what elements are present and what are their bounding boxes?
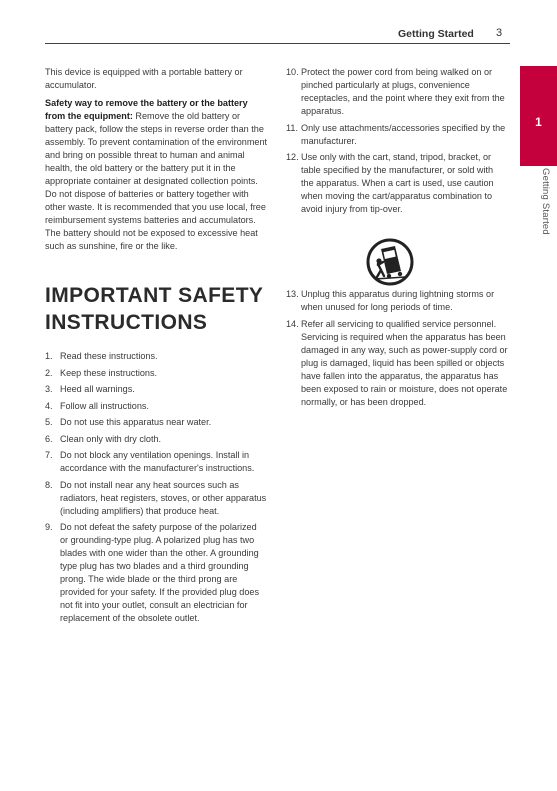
list-item-number: 10.	[286, 67, 299, 77]
chapter-tab-number: 1	[535, 115, 542, 129]
list-item-number: 9.	[45, 522, 53, 532]
battery-intro: This device is equipped with a portable battery or accumulator.	[45, 67, 243, 90]
list-item-text: Read these instructions.	[60, 351, 158, 361]
list-item-number: 11.	[286, 122, 298, 133]
list-item-text: Do not install near any heat sources such as radiators, heat registers, stoves, or other apparatus (including amplifiers) that produce heat.	[60, 479, 267, 516]
list-item-number: 14.	[286, 318, 299, 329]
page-number: 3	[496, 27, 503, 39]
list-item-number: 2.	[45, 367, 53, 378]
list-item-text: Protect the power cord from being walked on or pinched particularly at plugs, convenience receptacles, and the point where they exit from the apparatus.	[301, 67, 505, 116]
list-item-number: 1.	[45, 351, 53, 361]
list-item	[45, 433, 267, 446]
list-item-text: Refer all servicing to qualified service personnel. Servicing is required when the apparatus has been damaged in any way, such as power-supply cord or plug is damaged, liquid has been spilled or objects have fallen into the apparatus, the apparatus has been exposed to rain or moisture, does not operate normally, or has been dropped.	[301, 318, 508, 407]
header-rule	[45, 43, 510, 44]
header-section-title: Getting Started	[398, 28, 474, 40]
list-item-number: 7.	[45, 450, 53, 460]
chapter-tab-label: Getting Started	[540, 168, 551, 235]
list-item	[286, 122, 508, 148]
battery-heading: Safety way to remove the battery or the battery from the equipment:	[45, 98, 248, 121]
list-item-text: Heed all warnings.	[60, 384, 135, 394]
cart-tip-over-warning-icon	[365, 237, 415, 287]
battery-body: Remove the old battery or battery pack, follow the steps in reverse order than the assembly. To prevent contamination of the environment and bring on possible threat to human and animal health, the old battery or the battery put it in the appropriate container at designated collection points. Do not dispose of batteries or battery together with other waste. It is recommended that you use local, free reimbursement systems batteries and accumulators. The battery should not be exposed to excessive heat such as sunshine, fire or the like.	[45, 111, 268, 251]
list-item	[45, 479, 267, 518]
list-item	[45, 350, 267, 363]
list-item	[45, 521, 267, 625]
list-item-number: 5.	[45, 417, 53, 427]
safety-list-right-bottom	[286, 288, 508, 412]
list-item	[45, 416, 267, 429]
list-item-text: Use only with the cart, stand, tripod, bracket, or table specified by the manufacturer, or sold with the apparatus. When a cart is used, use caution when moving the cart/apparatus combination to avoid injury from tip-over.	[301, 152, 494, 214]
list-item-number: 6.	[45, 433, 53, 444]
list-item-text: Do not defeat the safety purpose of the polarized or grounding-type plug. A polarized plug has two blades with one wider than the other. A grounding type plug has two blades and a third grounding prong. The wide blade or the third prong are provided for your safety. If the provided plug does not fit into your outlet, consult an electrician for replacement of the obsolete outlet.	[60, 522, 260, 623]
page-title: IMPORTANT SAFETY INSTRUCTIONS	[45, 284, 263, 334]
list-item-number: 4.	[45, 400, 53, 411]
list-item-text: Do not use this apparatus near water.	[60, 417, 212, 427]
list-item	[45, 449, 267, 475]
list-item-text: Only use attachments/accessories specified by the manufacturer.	[301, 122, 506, 146]
list-item-text: Follow all instructions.	[60, 400, 149, 411]
list-item	[45, 367, 267, 380]
list-item-text: Do not block any ventilation openings. Install in accordance with the manufacturer's instructions.	[60, 450, 255, 473]
battery-paragraph	[45, 97, 270, 253]
list-item	[286, 318, 508, 409]
list-item-number: 13.	[286, 289, 299, 299]
list-item	[286, 66, 508, 118]
list-item-number: 12.	[286, 152, 299, 162]
list-item	[286, 288, 508, 314]
list-item-number: 3.	[45, 384, 53, 394]
list-item-text: Unplug this apparatus during lightning storms or when unused for long periods of time.	[301, 289, 495, 312]
list-item	[286, 151, 508, 216]
safety-list-left	[45, 350, 267, 629]
list-item	[45, 400, 267, 413]
safety-list-right-top	[286, 66, 508, 220]
list-item	[45, 383, 267, 396]
left-column-intro	[45, 66, 270, 258]
chapter-tab	[520, 66, 557, 166]
list-item-text: Keep these instructions.	[60, 367, 158, 378]
list-item-number: 8.	[45, 479, 53, 490]
list-item-text: Clean only with dry cloth.	[60, 433, 162, 444]
